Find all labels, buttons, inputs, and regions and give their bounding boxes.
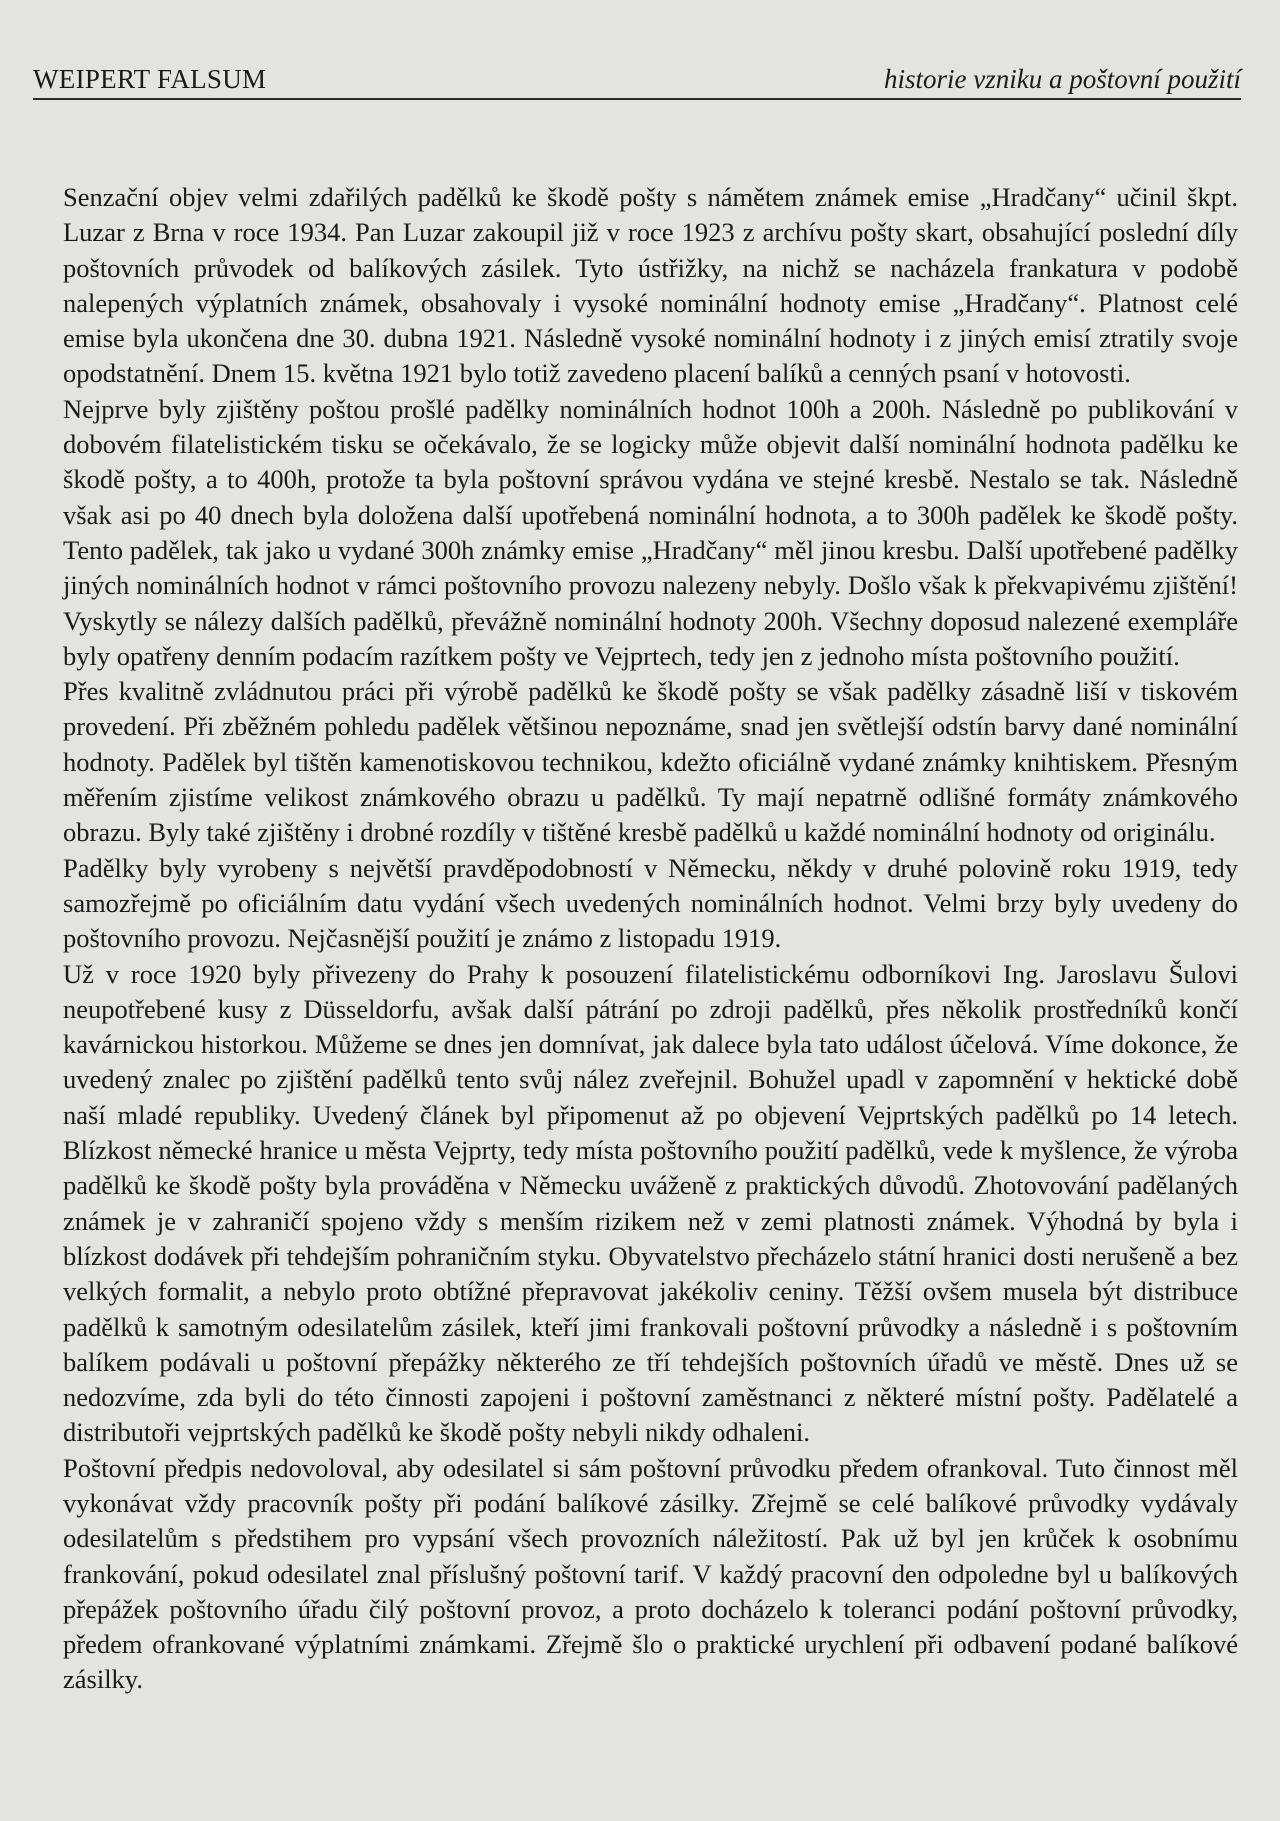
paragraph-3: Přes kvalitně zvládnutou práci při výrobě padělků ke škodě pošty se však padělky zásadně liší v tiskovém provedení. Při zběžném pohledu padělek většinou nepoznáme, snad jen světlejší odstín barvy dané nominální hodnoty. Padělek byl tištěn kamenotiskovou technikou, kdežto oficiálně vydané známky knihtiskem. Přesným měřením zjistíme velikost známkového obrazu u padělků. Ty mají nepatrně odlišné formáty známkového obrazu. Byly také zjištěny i drobné rozdíly v tištěné kresbě padělků u každé nominální hodnoty od originálu.: [63, 676, 1238, 848]
paragraph-5: Už v roce 1920 byly přivezeny do Prahy k posouzení filatelistickému odborníkovi Ing. Jaroslavu Šulovi neupotřebené kusy z Düsseldorfu, avšak další pátrání po zdroji padělků, přes několik prostředníků končí kavárnickou historkou. Můžeme se dnes jen domnívat, jak dalece byla tato událost účelová. Víme dokonce, že uvedený znalec po zjištění padělků tento svůj nález zveřejnil. Bohužel upadl v zapomnění v hektické době naší mladé republiky. Uvedený článek byl připomenut až po objevení Vejprtských padělků po 14 letech. Blízkost německé hranice u města Vejprty, tedy místa poštovního použití padělků, vede k myšlence, že výroba padělků ke škodě pošty byla prováděna v Německu uváženě z praktických důvodů. Zhotovování padělaných známek je v zahraničí spojeno vždy s menším rizikem než v zemi platnosti známek. Výhodná by byla i blízkost dodávek při tehdejším pohraničním styku. Obyvatelstvo přecházelo státní hranici dosti nerušeně a bez velkých formalit, a nebylo proto obtížné přepravovat jakékoliv ceniny. Těžší ovšem musela být distribuce padělků k samotným odesilatelům zásilek, kteří jimi frankovali poštovní průvodky a následně i s poštovním balíkem podávali u poštovní přepážky některého ze tří tehdejších poštovních úřadů ve městě. Dnes už se nedozvíme, zda byli do této činnosti zapojeni i poštovní zaměstnanci z některé místní pošty. Padělatelé a distributoři vejprtských padělků ke škodě pošty nebyli nikdy odhaleni.: [63, 958, 1238, 1448]
header-subtitle: historie vzniku a poštovní použití: [884, 64, 1241, 94]
article-body: [63, 180, 1238, 1698]
paragraph-1: Senzační objev velmi zdařilých padělků ke škodě pošty s námětem známek emise „Hradčany“ učinil škpt. Luzar z Brna v roce 1934. Pan Luzar zakoupil již v roce 1923 z archívu pošty skart, obsahující poslední díly poštovních průvodek od balíkových zásilek. Tyto ústřižky, na nichž se nacházela frankatura v podobě nalepených výplatních známek, obsahovaly i vysoké nominální hodnoty emise „Hradčany“. Platnost celé emise byla ukončena dne 30. dubna 1921. Následně vysoké nominální hodnoty i z jiných emisí ztratily svoje opodstatnění. Dnem 15. května 1921 bylo totiž zavedeno placení balíků a cenných psaní v hotovosti.: [63, 182, 1238, 389]
paragraph-2: Nejprve byly zjištěny poštou prošlé padělky nominálních hodnot 100h a 200h. Následně po publikování v dobovém filatelistickém tisku se očekávalo, že se logicky může objevit další nominální hodnota padělku ke škodě pošty, a to 400h, protože ta byla poštovní správou vydána ve stejné kresbě. Nestalo se tak. Následně však asi po 40 dnech byla doložena další upotřebená nominální hodnota, a to 300h padělek ke škodě pošty. Tento padělek, tak jako u vydané 300h známky emise „Hradčany“ měl jinou kresbu. Další upotřebené padělky jiných nominálních hodnot v rámci poštovního provozu nalezeny nebyly. Došlo však k překvapivému zjištění! Vyskytly se nálezy dalších padělků, převážně nominální hodnoty 200h. Všechny doposud nalezené exempláře byly opatřeny denním podacím razítkem pošty ve Vejprtech, tedy jen z jednoho místa poštovního použití.: [63, 393, 1238, 671]
header-title: WEIPERT FALSUM: [33, 64, 267, 94]
paragraph-6: Poštovní předpis nedovoloval, aby odesilatel si sám poštovní průvodku předem ofrankoval. Tuto činnost měl vykonávat vždy pracovník pošty při podání balíkové zásilky. Zřejmě se celé balíkové průvodky vydávaly odesilatelům s předstihem pro vypsání všech provozních náležitostí. Pak už byl jen krůček k osobnímu frankování, pokud odesilatel znal příslušný poštovní tarif. V každý pracovní den odpoledne byl u balíkových přepážek poštovního úřadu čilý poštovní provoz, a proto docházelo k toleranci podání poštovní průvodky, předem ofrankované výplatními známkami. Zřejmě šlo o praktické urychlení při odbavení podané balíkové zásilky.: [63, 1452, 1238, 1695]
running-header: [33, 58, 1241, 100]
paragraph-4: Padělky byly vyrobeny s největší pravděpodobností v Německu, někdy v druhé polovině roku 1919, tedy samozřejmě po oficiálním datu vydání všech uvedených nominálních hodnot. Velmi brzy byly uvedeny do poštovního provozu. Nejčasnější použití je známo z listopadu 1919.: [63, 852, 1238, 954]
